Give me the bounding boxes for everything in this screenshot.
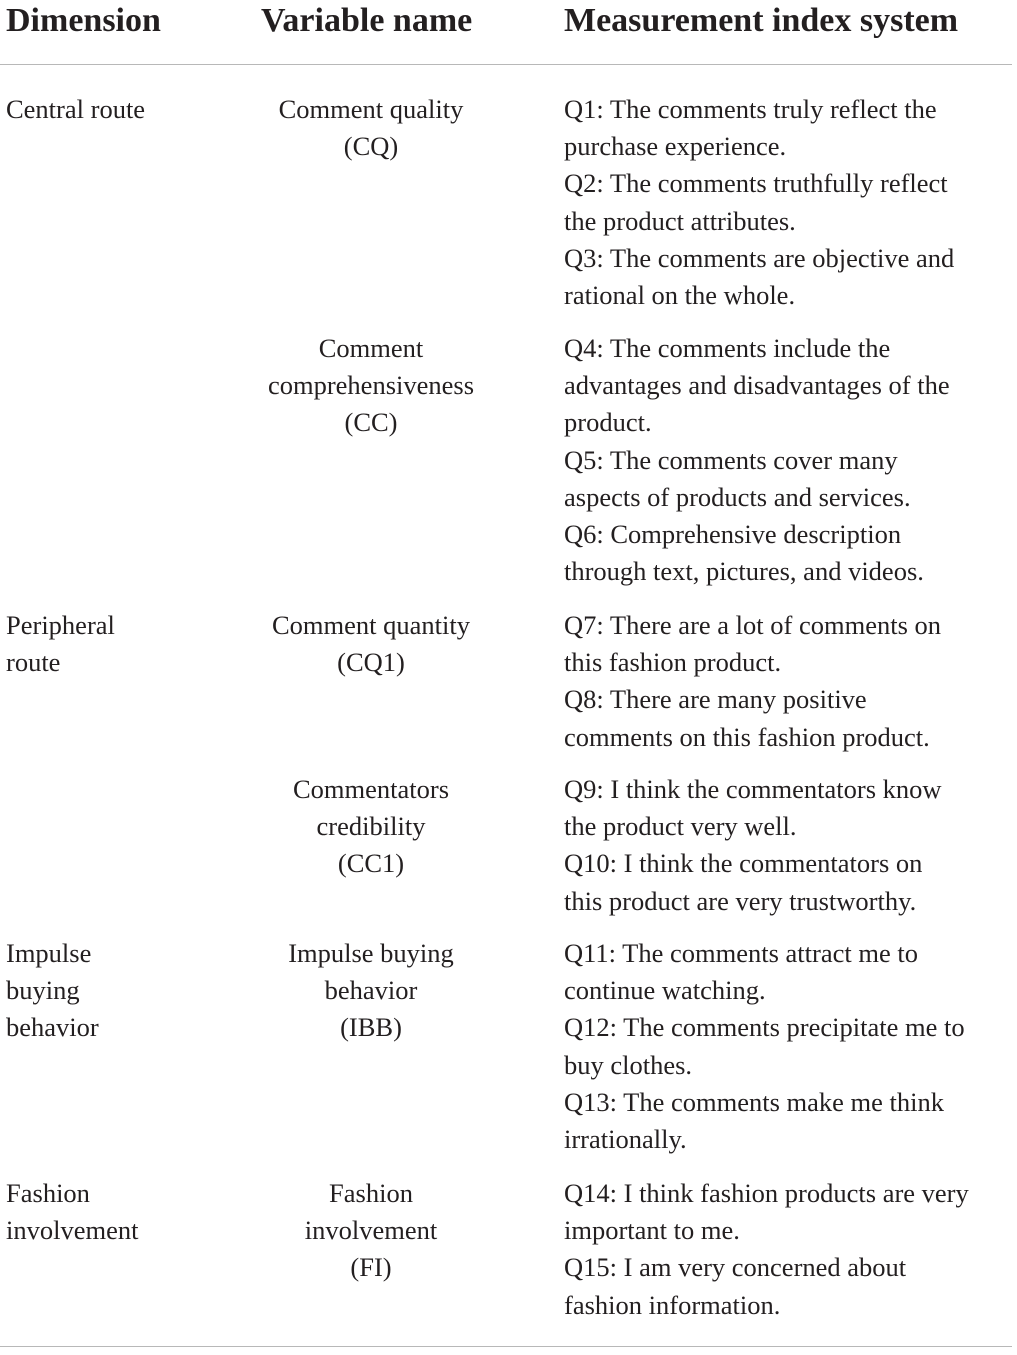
measurement-item: Q1: The comments truly reflect the purchase experience.	[564, 94, 937, 162]
header-dimension: Dimension	[6, 2, 161, 39]
measurement-item: Q10: I think the commentators on this product are very trustworthy.	[564, 848, 923, 916]
measurement-item: Q11: The comments attract me to continue watching.	[564, 938, 918, 1006]
measurement-item: Q2: The comments truthfully reflect the product attributes.	[564, 168, 948, 236]
variable-cell: Fashion involvement (FI)	[304, 1178, 438, 1283]
header-rule	[0, 64, 1012, 65]
measurement-item: Q3: The comments are objective and rational on the whole.	[564, 242, 955, 311]
measurement-item: Q9: I think the commentators know the product very well.	[564, 774, 942, 842]
measurement-item: Q12: The comments precipitate me to buy clothes.	[564, 1012, 965, 1080]
dimension-cell: Fashion involvement	[6, 1178, 139, 1246]
variable-cell: Impulse buying behavior (IBB)	[288, 938, 454, 1043]
measurement-item: Q7: There are a lot of comments on this fashion product.	[564, 610, 942, 678]
header-variable-name: Variable name	[261, 2, 473, 39]
measurement-cell	[564, 607, 1016, 756]
measurement-cell	[564, 91, 1016, 314]
measurement-item: Q15: I am very concerned about fashion information.	[564, 1252, 907, 1320]
dimension-cell: Impulse buying behavior	[6, 938, 99, 1043]
variable-cell: Commentators credibility (CC1)	[292, 774, 450, 879]
measurement-item: Q4: The comments include the advantages and disadvantages of the product.	[564, 333, 950, 438]
measurement-cell	[564, 330, 1016, 590]
measurement-item: Q14: I think fashion products are very important to me.	[564, 1178, 969, 1246]
measurement-cell	[564, 935, 1016, 1158]
variable-cell: Comment quality (CQ)	[278, 94, 464, 162]
measurement-item: Q13: The comments make me think irrationally.	[564, 1086, 945, 1155]
variable-cell: Comment quantity (CQ1)	[272, 610, 470, 678]
dimension-cell: Peripheral route	[6, 610, 115, 678]
header-measurement-index: Measurement index system	[564, 2, 959, 39]
measurement-item: Q5: The comments cover many aspects of products and services.	[564, 444, 911, 512]
dimension-cell: Central route	[6, 94, 146, 124]
table-bottom-rule	[0, 1346, 1012, 1347]
variable-cell: Comment comprehensiveness (CC)	[267, 333, 475, 438]
measurement-item: Q6: Comprehensive description through text, pictures, and videos.	[564, 519, 924, 587]
measurement-cell	[564, 771, 1016, 920]
measurement-item: Q8: There are many positive comments on this fashion product.	[564, 684, 930, 752]
measurement-cell	[564, 1175, 1016, 1324]
